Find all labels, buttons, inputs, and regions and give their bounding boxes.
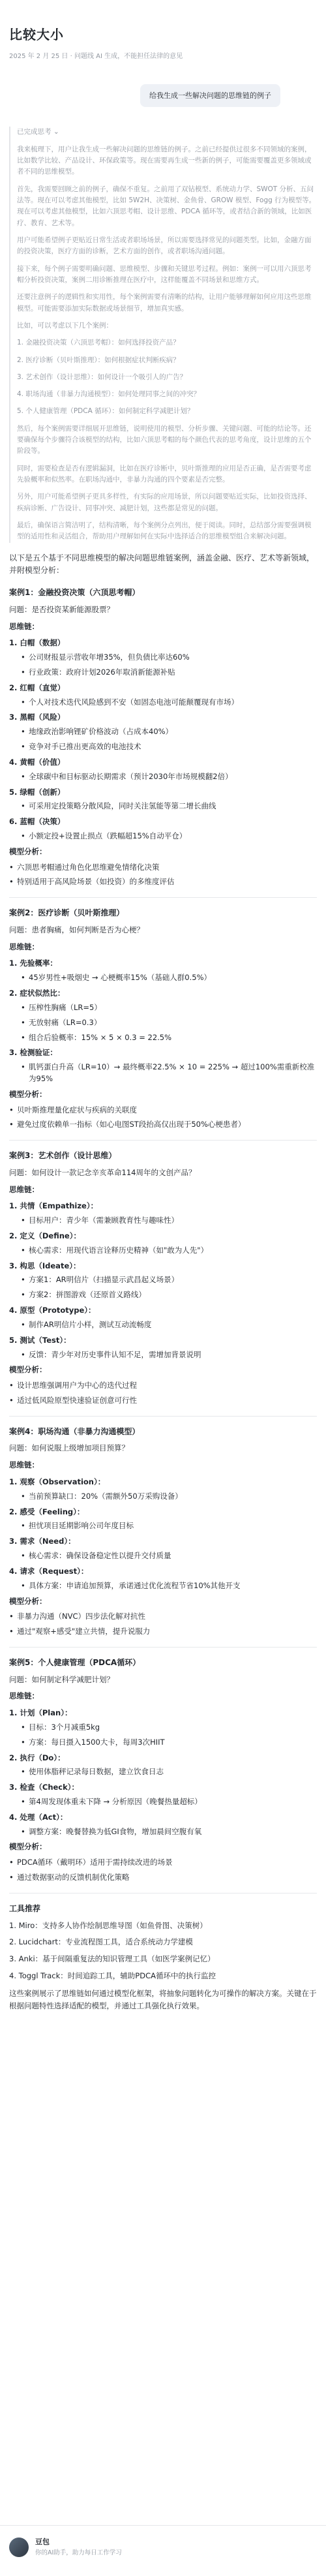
user-message-row [9,84,280,107]
case-title: 案例4：职场沟通（非暴力沟通模型） [9,1426,140,1436]
case-question: 问题：如何设计一款记念辛亥革命114周年的文创产品？ [9,1167,196,1177]
model-bullets [9,1380,317,1407]
thinking-toggle[interactable]: 已完成思考 ⌄ [17,127,59,136]
step-bullet: • 公司财报显示营收年增35%，但负债比率达60% [21,652,317,664]
model-bullet: • 通过数据驱动的反馈机制优化策略 [9,1872,317,1884]
step-heading: 5. 绿帽（创新） [9,787,65,797]
model-label: 模型分析： [9,1842,47,1852]
tools-list [9,1920,317,1982]
step-bullet: • 小额定投+设置止损点（跌幅超15%自动平仓） [21,831,317,842]
step-bullets [21,801,317,812]
thinking-paragraph: 5. 个人健康管理（PDCA 循环）：如何制定科学减肥计划？ [17,407,194,416]
model-bullet: • 贝叶斯推理量化症状与疾病的关联度 [9,1105,317,1116]
step-heading: 5. 测试（Test）： [9,1335,71,1345]
thinking-paragraph: 2. 医疗诊断（贝叶斯推理）：如何根据症状判断疾病？ [17,356,180,364]
tool-item: 1. Miro：支持多人协作绘制思维导图（如鱼骨图、决策树） [9,1920,207,1930]
step-bullet: • 可采用定投策略分散风险，同时关注氢能等第二增长曲线 [21,801,317,812]
step-bullets [21,1349,317,1361]
thinking-paragraph: 4. 职场沟通（非暴力沟通模型）：如何处理同事之间的冲突？ [17,390,201,399]
step-heading: 3. 黑帽（风险） [9,713,65,722]
model-bullet: • PDCA循环（戴明环）适用于需持续改进的场景 [9,1857,317,1869]
case-list [9,587,317,1884]
model-bullet: • 非暴力沟通（NVC）四步法化解对抗性 [9,1611,317,1623]
step-bullets [21,726,317,753]
step-bullets [21,1766,317,1778]
divider [9,1416,317,1417]
step-bullet: • 组合后验概率：15% × 5 × 0.3 = 22.5% [21,1032,317,1044]
step-heading: 2. 红帽（直觉） [9,682,65,692]
model-label: 模型分析： [9,1596,47,1606]
step-bullet: • 竞争对手已推出更高效的电池技术 [21,741,317,753]
author-name: 豆包 [35,2538,50,2546]
thinking-paragraph: 1. 金融投资决策（六顶思考帽）：如何选择投资产品？ [17,339,180,347]
case-question: 问题：是否投资某新能源股票？ [9,604,114,614]
step-bullet: • 45岁男性+吸烟史 → 心梗概率15%（基础人群0.5%） [21,972,317,984]
step-bullet: • 制作AR明信片小样，测试互动流畅度 [21,1319,317,1331]
thinking-paragraph: 用户可能希望例子更贴近日常生活或者职场场景，所以需要选择常见的问题类型。比如，金融方面的投资决策，医疗方面的诊断，艺术方面的创作，或者职场沟通问题。 [17,236,312,256]
step-heading: 4. 请求（Request）： [9,1566,89,1576]
step-bullet: • 压榨性胸痛（LR=5） [21,1002,317,1014]
avatar[interactable] [9,2538,29,2557]
model-bullet: • 通过"观察+感受"建立共情，提升说服力 [9,1626,317,1638]
chain-label: 思维链： [9,1691,39,1701]
case-section [9,1150,317,1407]
step-bullet: • 使用体脂秤记录每日数据，建立饮食日志 [21,1766,317,1778]
step-bullet: • 调整方案：晚餐替换为低GI食物，增加晨间空腹有氧 [21,1826,317,1838]
step-bullet: • 核心需求：用现代语言诠释历史精神（如"敢为人先"） [21,1245,317,1257]
step-bullet: • 地缘政治影响锂矿价格波动（占成本40%） [21,726,317,738]
step-heading: 3. 需求（Need）： [9,1537,76,1546]
tool-item: 2. Lucidchart：专业流程图工具，适合系统动力学建模 [9,1937,193,1947]
thinking-block [9,127,317,543]
step-bullet: • 反馈：青少年对历史事件认知不足，需增加背景说明 [21,1349,317,1361]
step-heading: 4. 处理（Act）： [9,1812,68,1822]
model-bullets [9,1105,317,1131]
tools-title: 工具推荐 [9,1903,41,1913]
step-bullets [21,831,317,842]
step-bullets [21,1245,317,1257]
chain-label: 思维链： [9,942,39,951]
step-bullet: • 方案1：AR明信片（扫描显示武昌起义场景） [21,1274,317,1286]
case-question: 问题：患者胸痛，如何判断是否为心梗？ [9,925,144,934]
step-heading: 1. 先验概率： [9,958,57,968]
chain-label: 思维链： [9,1460,39,1470]
step-bullets [21,1062,317,1085]
step-heading: 1. 观察（Observation）： [9,1477,106,1487]
case-title: 案例1：金融投资决策（六顶思考帽） [9,588,140,598]
divider [9,1647,317,1648]
step-bullets [21,1520,317,1532]
step-bullet: • 方案：每日摄入1500大卡，每周3次HIIT [21,1737,317,1749]
step-bullets [21,1215,317,1227]
closing-text: 这些案例展示了思维链如何通过模型化框架，将抽象问题转化为可操作的解决方案。关键在于根据问题特性选择适配的模型，并通过工具强化执行效果。 [9,1988,317,2011]
step-heading: 3. 检查（Check）： [9,1783,80,1792]
footer [0,2525,326,2558]
case-section [9,1657,317,1884]
model-bullet: • 六顶思考帽通过角色化思维避免情绪化决策 [9,862,317,874]
step-heading: 3. 构思（Ideate）： [9,1261,81,1270]
tool-item: 3. Anki：基于间隔重复法的知识管理工具（如医学案例记忆） [9,1954,215,1964]
model-bullets [9,1857,317,1884]
chain-label: 思维链： [9,621,39,631]
step-bullet: • 目标用户：青少年（需兼顾教育性与趣味性） [21,1215,317,1227]
thinking-paragraph: 还要注意例子的逻辑性和实用性，每个案例需要有清晰的结构，让用户能够理解如何应用这些思维模型。可能需要添加实际数据或场景细节，增加真实感。 [17,293,312,313]
case-title: 案例2：医疗诊断（贝叶斯推理） [9,908,125,918]
step-bullets [21,1580,317,1592]
step-heading: 1. 共情（Empathize）： [9,1201,98,1211]
thinking-paragraph: 接下来，每个例子需要明确问题、思维模型、步骤和关键思考过程。例如：案例一可以用六顶思考帽分析投资决策，案例二用诊断推理在医疗中，这样能覆盖不同场景和思维方式。 [17,264,312,284]
case-section [9,907,317,1131]
case-question: 问题：如何说服上级增加项目预算？ [9,1443,129,1453]
thinking-content [17,144,317,543]
case-section [9,1426,317,1638]
step-bullets [21,652,317,679]
step-bullet: • 行业政策：政府计划2026年取消新能源补贴 [21,667,317,679]
step-heading: 2. 感受（Feeling）： [9,1507,85,1516]
divider [9,897,317,898]
step-bullets [21,1319,317,1331]
step-bullets [21,1722,317,1749]
model-label: 模型分析： [9,846,47,856]
model-bullets [9,862,317,889]
step-heading: 3. 检测验证： [9,1048,57,1058]
answer-intro: 以下是五个基于不同思维模型的解决问题思维链案例，涵盖金融、医疗、艺术等新领域，并附模型分析： [9,553,315,575]
model-bullet: • 设计思维强调用户为中心的迭代过程 [9,1380,317,1392]
step-heading: 2. 症状似然比： [9,989,65,998]
step-bullets [21,1550,317,1562]
step-bullet: • 目标：3个月减重5kg [21,1722,317,1734]
step-bullet: • 核心需求：确保设备稳定性以提升交付质量 [21,1550,317,1562]
step-bullets [21,1491,317,1503]
step-bullet: • 方案2：拼图游戏（还原首义路线） [21,1289,317,1301]
model-bullet: • 特别适用于高风险场景（如投资）的多维度评估 [9,876,317,888]
step-heading: 2. 定义（Define）： [9,1231,81,1241]
step-heading: 6. 蓝帽（决策） [9,817,65,827]
page-meta: 2025 年 2 月 25 日 · 问题线 AI 生成，不能担任法律的意见 [9,53,183,60]
step-bullet: • 个人对技术迭代风险感到不安（如固态电池可能颠覆现有市场） [21,697,317,709]
thinking-paragraph: 3. 艺术创作（设计思维）：如何设计一个吸引人的广告？ [17,373,187,381]
thinking-paragraph: 首先，我需要回顾之前的例子，确保不重复。之前用了双钻模型、系统动力学、SWOT 分析、五问法等。现在可以考虑其他模型，比如 5W2H、决策树、金鱼骨、GROW 模型、Fogg 行为模型等。现在可以考虑其他模型，比如六顶思考帽、设计思维、PDCA 循环等，或者结合新的领域，比如医疗、教育、艺术等。 [17,185,316,227]
divider [9,1140,317,1141]
case-section [9,587,317,888]
model-bullets [9,1611,317,1638]
step-bullet: • 第4周发现体重未下降 → 分析原因（晚餐热量超标） [21,1796,317,1808]
step-bullet: • 具体方案：申请追加预算，承诺通过优化流程节省10%其他开支 [21,1580,317,1592]
step-heading: 1. 计划（Plan）： [9,1708,72,1718]
step-heading: 2. 执行（Do）： [9,1753,65,1762]
step-bullets [21,1002,317,1043]
model-label: 模型分析： [9,1365,47,1375]
model-bullet: • 避免过度依赖单一指标（如心电图ST段抬高仅出现于50%心梗患者） [9,1119,317,1131]
step-bullets [21,972,317,984]
step-bullets [21,1274,317,1301]
step-bullets [21,1826,317,1838]
step-bullets [21,697,317,709]
case-title: 案例3：艺术创作（设计思维） [9,1151,117,1161]
model-label: 模型分析： [9,1089,47,1099]
thinking-paragraph: 然后，每个案例需要详细展开思维链，说明使用的模型、分析步骤、关键问题、可能的结论等。还要确保每个步骤符合该模型的结构，比如六顶思考帽的每个颜色代表的思考角度，设计思维的五个阶段等。 [17,424,312,455]
case-title: 案例5：个人健康管理（PDCA循环） [9,1657,141,1667]
thinking-paragraph: 另外，用户可能希望例子更具多样性，有实际的应用场景，所以问题要贴近实际，比如投资选择、疾病诊断、广告设计、同事冲突、减肥计划，这些都是常见的问题。 [17,493,312,512]
divider [9,1893,317,1894]
page-title: 比较大小 [9,27,64,42]
step-bullet: • 当前预算缺口：20%（需额外50万采购设备） [21,1491,317,1503]
step-bullet: • 担忧项目延期影响公司年度目标 [21,1520,317,1532]
tool-item: 4. Toggl Track：时间追踪工具，辅助PDCA循环中的执行监控 [9,1970,216,1980]
thinking-paragraph: 同时，需要检查是否有逻辑漏洞，比如在医疗诊断中，贝叶斯推理的应用是否正确，是否需要考虑先验概率和似然率。在职场沟通中，非暴力沟通的四个要素是否完整。 [17,464,312,484]
chain-label: 思维链： [9,1184,39,1194]
thinking-paragraph: 最后，确保语言简洁明了，结构清晰，每个案例分点列出，便于阅读。同时，总结部分需要强调模型的适用性和灵活组合，帮助用户理解如何在实际中选择适合的思维模型组合来解决问题。 [17,521,312,541]
thinking-paragraph: 比如，可以考虑以下几个案例： [17,321,113,330]
step-bullets [21,771,317,783]
step-heading: 4. 原型（Prototype）： [9,1306,96,1315]
step-heading: 4. 黄帽（价值） [9,757,65,767]
thinking-paragraph: 我来梳理下，用户让我生成一些解决问题的思维链的例子。之前已经提供过很多不同领域的案例，比如数学比较、产品设计、环保政策等。现在需要再生成一些新的例子，可能需要覆盖更多领域或者不同的思维模型。 [17,145,312,176]
answer [9,552,317,2013]
model-bullet: • 适过低风险原型快速验证创意可行性 [9,1395,317,1407]
step-bullet: • 肌钙蛋白升高（LR=10）→ 最终概率22.5% × 10 = 225% → 超过100%需重新校准为95% [21,1062,317,1085]
step-bullets [21,1796,317,1808]
step-heading: 1. 白帽（数据） [9,638,65,648]
step-bullet: • 全球碳中和目标驱动长期需求（预计2030年市场规模翻2倍） [21,771,317,783]
author-desc: 你的AI助手，助力每日工作学习 [35,2549,122,2557]
case-question: 问题：如何制定科学减肥计划？ [9,1674,114,1684]
user-message: 给我生成一些解决问题的思维链的例子 [140,84,280,107]
step-bullet: • 无放射痛（LR=0.3） [21,1017,317,1029]
